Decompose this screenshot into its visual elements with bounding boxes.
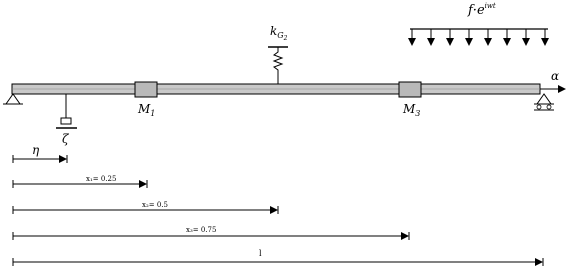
length-label: l — [259, 249, 262, 258]
eta-label: η — [32, 143, 40, 157]
dimension-eta — [13, 143, 67, 163]
dimension-x1 — [13, 175, 147, 188]
spring-label: $k_G2$ — [270, 24, 288, 42]
dimension-x3 — [13, 226, 409, 240]
distributed-load — [410, 2, 548, 45]
x3-label: x₃= 0.75 — [186, 226, 217, 234]
mass-3 — [399, 82, 421, 118]
damper — [56, 94, 77, 146]
mass-1-label: $M_1$ — [138, 102, 156, 118]
axial-force — [540, 69, 565, 89]
mass-1 — [135, 82, 157, 118]
left-pin-support — [3, 94, 23, 104]
load-label: $f\cdot e^{iwt}$ — [468, 2, 496, 18]
damper-label: ζ — [62, 132, 69, 146]
x2-label: x₂= 0.5 — [142, 201, 168, 209]
dimension-length — [13, 249, 543, 266]
beam — [12, 84, 540, 94]
spring — [268, 24, 288, 86]
axial-label: α — [551, 69, 560, 83]
mass-3-label: $M_3$ — [403, 102, 421, 118]
dimension-x2 — [13, 201, 278, 214]
x1-label: x₁= 0.25 — [86, 175, 117, 183]
load-arrows — [412, 29, 545, 45]
right-roller-support — [534, 94, 554, 110]
